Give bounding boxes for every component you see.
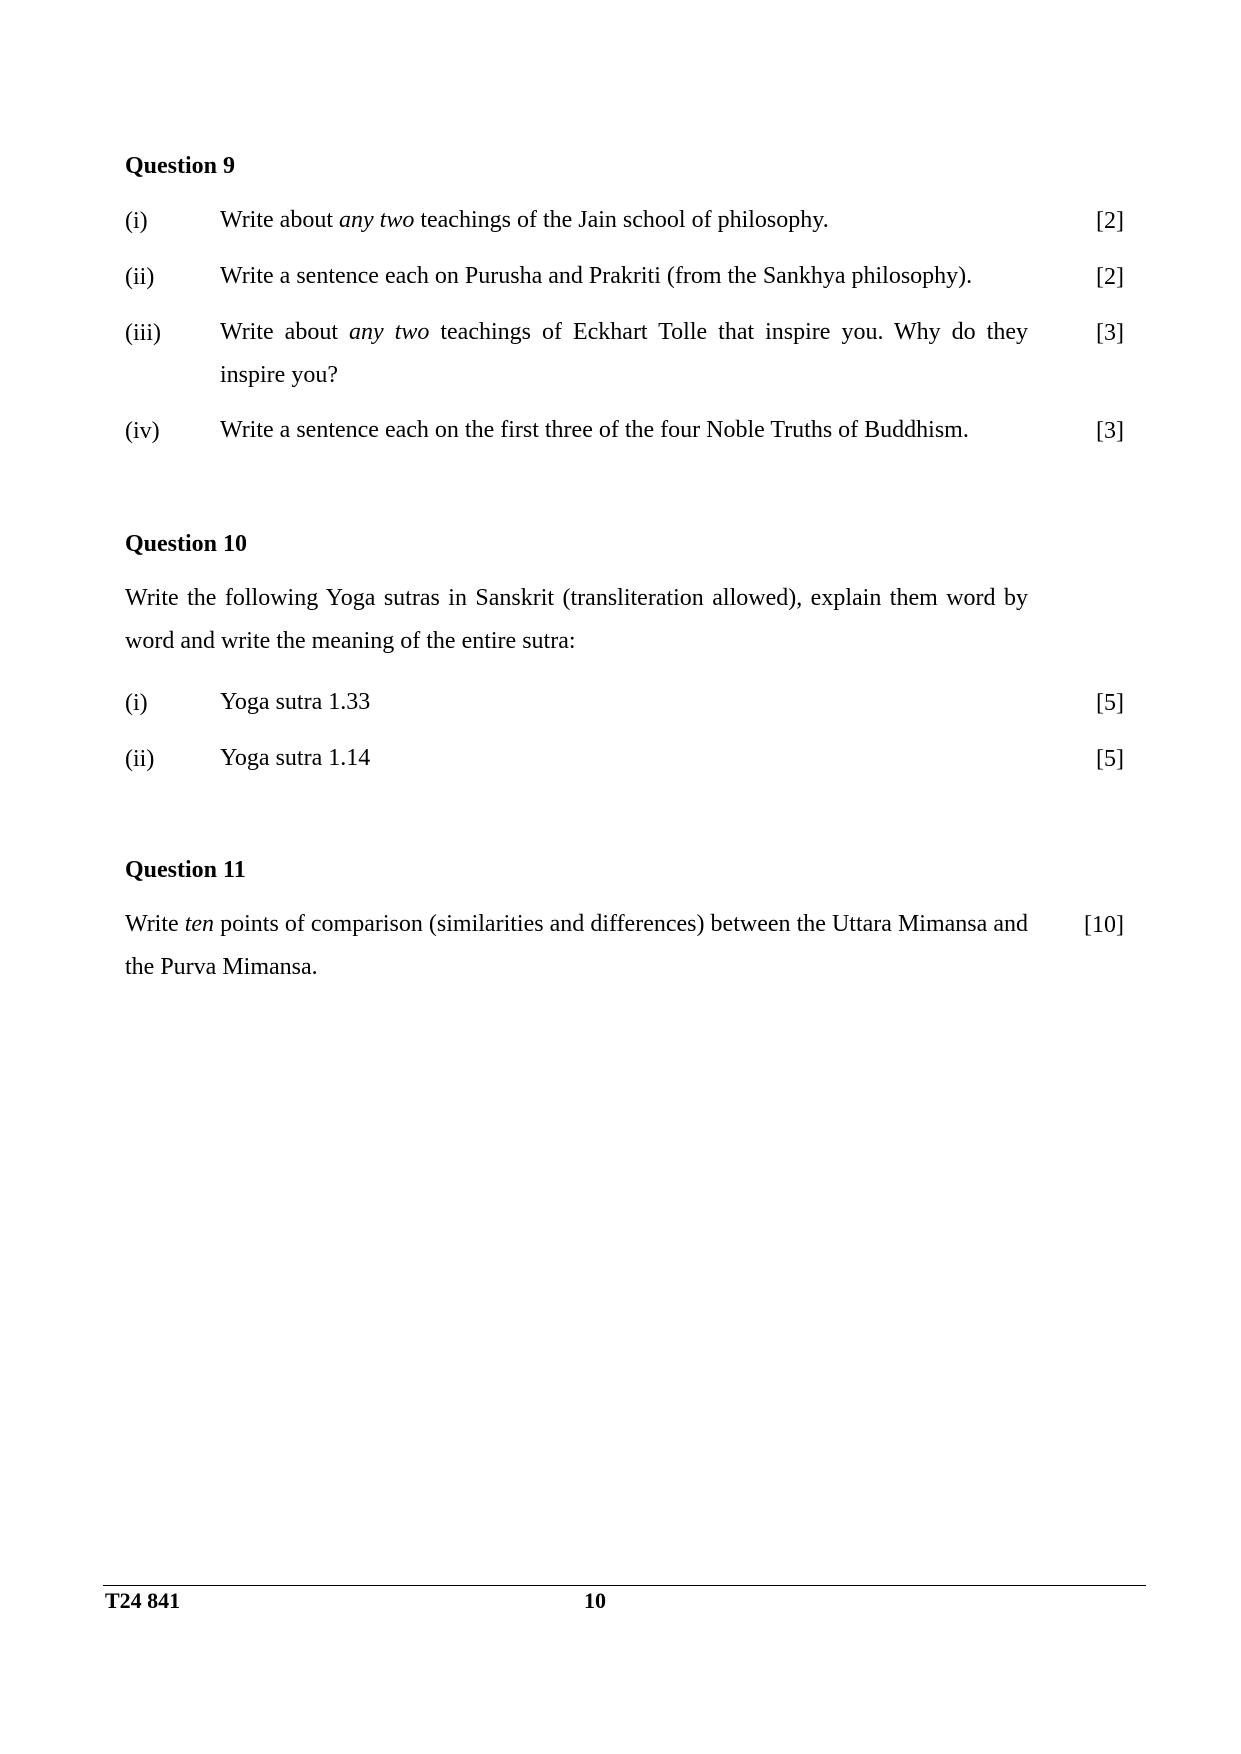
- q9-item-2-text: Write a sentence each on Purusha and Prakriti (from the Sankhya philosophy).: [220, 263, 973, 289]
- question-11-heading: Question 11: [125, 857, 246, 883]
- q9-item-2-number: (ii): [125, 264, 155, 290]
- footer-rule: [103, 1585, 1146, 1586]
- q9-item-2-marks: [2]: [1096, 264, 1124, 290]
- q11-text: Write ten points of comparison (similarities and differences) between the Uttara Mimansa and the Purva Mimansa.: [125, 911, 1028, 980]
- q10-item-2-number: (ii): [125, 746, 155, 772]
- question-9-heading: Question 9: [125, 153, 236, 179]
- q10-item-2-marks: [5]: [1096, 746, 1124, 772]
- paper-code: T24 841: [105, 1588, 181, 1613]
- q9-item-3-marks: [3]: [1096, 320, 1124, 346]
- page-number: 10: [584, 1588, 606, 1613]
- question-10-heading: Question 10: [125, 531, 248, 557]
- q11-marks: [10]: [1084, 912, 1124, 938]
- q9-item-3-text: Write about any two teachings of Eckhart Tolle that inspire you. Why do they inspire you?: [220, 319, 1029, 388]
- q9-item-4-marks: [3]: [1096, 418, 1124, 444]
- q10-item-1-number: (i): [125, 690, 148, 716]
- q9-item-4-text: Write a sentence each on the first three of the four Noble Truths of Buddhism.: [220, 417, 969, 443]
- q9-item-1-marks: [2]: [1096, 208, 1124, 234]
- q9-item-1-text: Write about any two teachings of the Jain school of philosophy.: [220, 207, 829, 233]
- q9-item-3-number: (iii): [125, 320, 161, 346]
- q10-intro: Write the following Yoga sutras in Sanskrit (transliteration allowed), explain them word by word and write the meaning of the entire sutra:: [125, 585, 1028, 654]
- q9-item-4-number: (iv): [125, 418, 160, 444]
- q10-item-1-text: Yoga sutra 1.33: [220, 689, 371, 715]
- q10-item-2-text: Yoga sutra 1.14: [220, 745, 371, 771]
- q9-item-1-number: (i): [125, 208, 148, 234]
- q10-item-1-marks: [5]: [1096, 690, 1124, 716]
